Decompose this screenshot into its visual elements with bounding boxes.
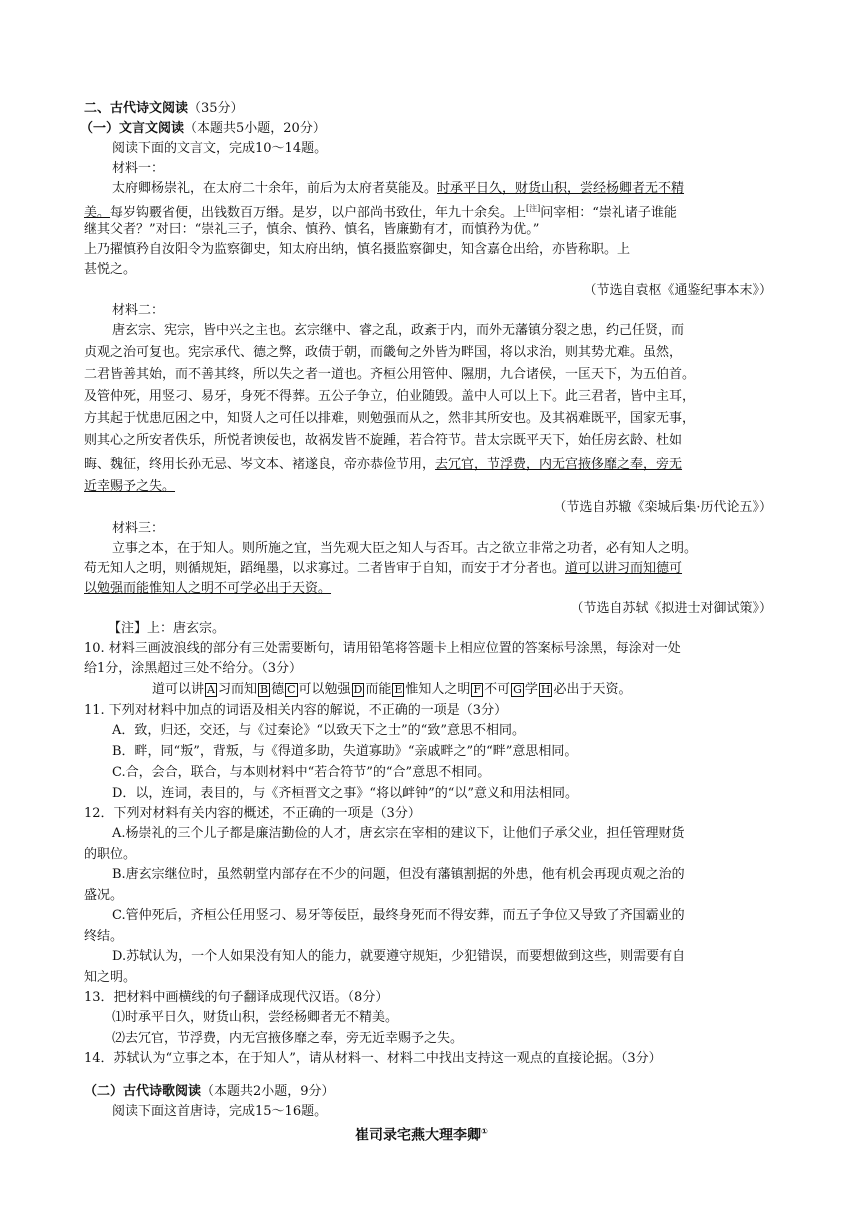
material2-label: 材料二： (112, 303, 165, 318)
segment: 习而知 (217, 682, 257, 697)
material2-source: （节选自苏辙《栾城后集·历代论五》） (553, 500, 772, 515)
answer-box[interactable]: E (394, 682, 403, 696)
annotation-note: 【注】上：唐玄宗。 (108, 621, 226, 636)
text-run: 苟无知人之明，则循规矩，蹈绳墨，以求寡过。二者皆审于自知，而安于才分者也。 (84, 561, 566, 576)
q12-option-c: C.管仲死后，齐桓公任用竖刁、易牙等佞臣，最终身死而不得安葬，而五子争位又导致了齐国霸业的 (112, 908, 685, 923)
material1-line: 上乃擢慎矜自汝阳令为监察御史，知太府出纳，慎名摄监察御史，知含嘉仓出给，亦皆称职。上 (84, 242, 631, 257)
material1-line (112, 180, 684, 198)
answer-box[interactable]: D (353, 682, 363, 696)
part1-title: （一）文言文阅读 (80, 121, 185, 136)
material2-line: 二君皆善其始，而不善其终，所以失之者一道也。齐桓公用管仲、隰朋，九合诸侯，一匡天下，为五伯首。 (84, 367, 696, 382)
q10-stem: 10. 材料三画波浪线的部分有三处需要断句，请用铅笔将答题卡上相应位置的答案标号涂黑，每涂对一处 (84, 641, 681, 656)
q13-sentence-2: ⑵去冗官，节浮费，内无宫掖侈靡之奉，旁无近幸赐予之失。 (112, 1031, 464, 1046)
segment: 惟知人之明 (405, 682, 471, 697)
q10-stem-cont: 给1分，涂黑超过三处不给分。（3分） (84, 661, 303, 676)
q14-stem: 14．苏轼认为“立事之本，在于知人”，请从材料一、材料二中找出支持这一观点的直接论据。（3分） (84, 1051, 662, 1066)
text-run: 晦、魏征，终用长孙无忌、岑文本、褚遂良，帝亦恭俭节用， (84, 457, 436, 472)
material2-line: 唐玄宗、宪宗，皆中兴之主也。玄宗继中、睿之乱，政紊于内，而外无藩镇分裂之患，约己任贤，而 (112, 323, 685, 338)
q13-sentence-1: ⑴时承平日久，财货山积，尝经杨卿者无不精美。 (112, 1010, 399, 1025)
material2-line: 则其心之所安者佚乐，所悦者谀佞也，故祸发皆不旋踵，若合符节。昔太宗既平天下，始任房玄龄、杜如 (84, 433, 683, 448)
q11-stem: 11. 下列对材料中加点的词语及相关内容的解说，不正确的一项是（3分） (84, 703, 508, 718)
material3-line (84, 560, 682, 578)
q12-option-a-cont: 的职位。 (84, 847, 137, 862)
answer-box[interactable]: H (540, 682, 551, 696)
material3-line: 立事之本，在于知人。则所施之宜，当先观大臣之知人与否耳。古之欲立非常之功者，必有知人之明。 (112, 541, 698, 556)
q12-option-d: D.苏轼认为，一个人如果没有知人的能力，就要遵守规矩，少犯错误，而要想做到这些，则需要有自 (112, 949, 686, 964)
poem-footnote-marker: ① (481, 1127, 488, 1136)
material1-line: 继其父者？”对曰：“崇礼三子，慎余、慎矜、慎名，皆廉勤有才，而慎矜为优。” (84, 222, 540, 237)
section-title: 二、古代诗文阅读 (84, 101, 189, 116)
material1-line: 甚悦之。 (84, 262, 137, 277)
part2-score: （本题共2小题，9分） (201, 1084, 335, 1099)
answer-box[interactable]: C (287, 682, 296, 696)
q12-stem: 12．下列对材料有关内容的概述，不正确的一项是（3分） (84, 806, 421, 821)
material2-line: 贞观之治可复也。宪宗承代、德之弊，政债于朝，而畿甸之外皆为畔国，将以求治，则其势尤难。虽然， (84, 345, 683, 360)
segment: 道可以讲 (152, 682, 205, 697)
answer-box[interactable]: A (207, 682, 215, 696)
part2-instruction: 阅读下面这首唐诗，完成15～16题。 (112, 1104, 328, 1119)
part2-heading (84, 1083, 335, 1101)
material3-line: 以勉强而能惟知人之明不可学必出于天资。 (84, 581, 332, 596)
material2-line: 及管仲死，用竖刁、易牙，身死不得葬。五公子争立，伯业随毁。盖中人可以上下。此三君者，皆中主耳， (84, 389, 696, 404)
answer-box[interactable]: G (513, 682, 522, 696)
material3-source: （节选自苏轼《拟进士对御试策》） (570, 601, 772, 616)
text-run: 太府卿杨崇礼，在太府二十余年，前后为太府者莫能及。 (112, 181, 438, 196)
q12-option-c-cont: 终结。 (84, 929, 124, 944)
underlined-sentence: 时承平日久，财货山积，尝经杨卿者无不精 (437, 181, 685, 196)
q10-sentence (152, 681, 632, 699)
part1-score: （本题共5小题，20分） (184, 121, 326, 136)
material1-label: 材料一： (112, 161, 165, 176)
material2-line (84, 456, 682, 474)
q12-option-b: B.唐玄宗继位时，虽然朝堂内部存在不少的问题，但没有藩镇割据的外患，他有机会再现贞观之治的 (112, 867, 685, 882)
underlined-sentence: 去冗官，节浮费，内无宫掖侈靡之奉，旁无 (435, 457, 683, 472)
material1-source: （节选自袁枢《通鉴纪事本末》） (583, 283, 772, 298)
material1-line (84, 200, 677, 222)
poem-title (355, 1123, 488, 1145)
q11-option-d: D．以，连词，表目的，与《齐桓晋文之事》“将以衅钟”的“以”意义和用法相同。 (112, 786, 579, 801)
text-run: 问宰相：“崇礼诸子谁能 (540, 205, 677, 221)
q12-option-b-cont: 盛况。 (84, 888, 124, 903)
segment: 不可 (484, 682, 511, 697)
part1-instruction: 阅读下面的文言文，完成10～14题。 (112, 141, 328, 156)
q13-stem: 13．把材料中画横线的句子翻译成现代汉语。（8分） (84, 990, 389, 1005)
section-score: （35分） (188, 101, 244, 116)
answer-box[interactable]: F (473, 682, 482, 696)
segment: 德 (271, 682, 285, 697)
material2-line: 方其起于忧患厄困之中，知贤人之可任以排难，则勉强而从之，然非其所安也。及其祸难既平，国家无事， (84, 411, 696, 426)
q12-option-a: A.杨崇礼的三个儿子都是廉洁勤俭的人才，唐玄宗在宰相的建议下，让他们子承父业，担任管理财货 (112, 826, 685, 841)
text-run: 每岁钩覈省便，出钱数百万缗。是岁，以户部尚书致仕，年九十余矣。上 (110, 205, 527, 221)
poem-title-text: 崔司录宅燕大理李卿 (355, 1127, 481, 1144)
segment: 必出于天资。 (553, 682, 632, 697)
wavy-underlined-text: 道可以讲习而知德可 (565, 561, 683, 576)
underlined-sentence: 美。 (84, 205, 111, 221)
segment: 而能 (365, 682, 392, 697)
material2-line: 近幸赐予之失。 (84, 479, 176, 494)
segment: 学 (524, 682, 538, 697)
q11-option-c: C.合，会合，联合，与本则材料中“若合符节”的“合”意思不相同。 (112, 765, 491, 780)
note-marker: [注] (526, 204, 541, 213)
segment: 可以勉强 (298, 682, 351, 697)
q11-option-a: A．致，归还，交还，与《过秦论》“以致天下之士”的“致”意思不相同。 (112, 723, 525, 738)
material3-label: 材料三： (112, 521, 165, 536)
part2-title: （二）古代诗歌阅读 (84, 1084, 202, 1099)
section-heading (84, 100, 244, 118)
answer-box[interactable]: B (259, 682, 269, 696)
part1-heading (80, 120, 326, 138)
q11-option-b: B．畔，同“叛”，背叛，与《得道多助，失道寡助》“亲戚畔之”的“畔”意思相同。 (112, 744, 578, 759)
q12-option-d-cont: 知之明。 (84, 970, 137, 985)
